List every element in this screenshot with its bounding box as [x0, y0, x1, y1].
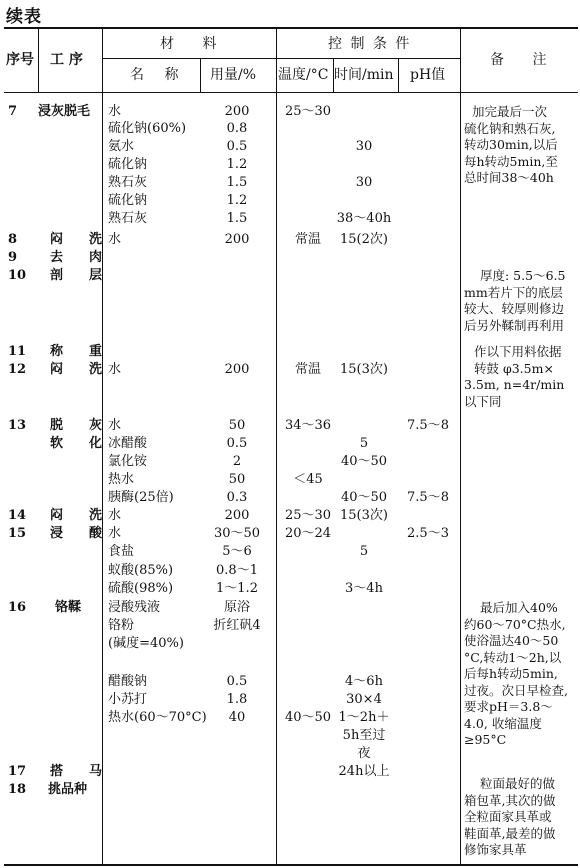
remark-line: 每h转动5min,至 [464, 153, 558, 169]
process-13 [50, 418, 102, 434]
remark-line: 修饰家具革 [464, 842, 527, 857]
col-divider-control [460, 28, 461, 864]
duration: 40～50 [340, 454, 388, 469]
temperature: 常温 [294, 232, 321, 247]
process-10 [50, 268, 102, 284]
temperature: 20～24 [284, 526, 332, 541]
remark-line: 约60～70°C热水, [464, 616, 566, 632]
material-qty: 2 [232, 454, 242, 469]
material-qty: 200 [224, 508, 250, 523]
remark-line: 以下同 [464, 393, 502, 409]
material-qty: 40 [228, 710, 246, 725]
header-remark: 备 注 [490, 52, 559, 68]
material-qty: 0.3 [226, 490, 248, 505]
process-14 [50, 508, 102, 524]
duration: 38～40h [336, 211, 392, 226]
remark-line: 转鼓 φ3.5m× [474, 360, 554, 376]
header-time: 时间/min [334, 67, 394, 83]
process-9 [50, 250, 102, 266]
table-top-rule [4, 27, 578, 29]
process-16: 铬鞣 [55, 600, 82, 615]
seq-7: 7 [8, 104, 18, 119]
process-char: 闷 [50, 508, 64, 523]
remark-line: 全粒面家具革或 [464, 809, 552, 824]
material-qty: 1.2 [226, 193, 248, 208]
remark-line: 后另外鞣制再利用 [464, 317, 565, 333]
remark-line: 4.0, 收缩温度 [464, 715, 542, 731]
material-qty: 原浴 [223, 600, 250, 615]
seq-10: 10 [8, 268, 27, 283]
process-12 [50, 362, 102, 378]
remark-line: 硫化钠和熟石灰, [464, 120, 556, 136]
header-temp: 温度/°C [278, 67, 329, 83]
seq-8: 8 [8, 232, 18, 247]
material-qty: 50 [228, 418, 246, 433]
material-name: 蚁酸(85%) [108, 563, 174, 578]
process-7: 浸灰脱毛 [38, 104, 91, 119]
seq-16: 16 [8, 600, 27, 615]
remark-18 [464, 776, 576, 859]
temperature: 25～30 [284, 104, 332, 119]
material-name: 硫化钠(60%) [108, 121, 187, 136]
duration: 15(3次) [340, 508, 388, 523]
process-char: 酸 [89, 526, 103, 541]
material-name: (碱度=40%) [108, 636, 184, 651]
seq-14: 14 [8, 508, 27, 523]
process-18: 挑品种 [48, 782, 88, 797]
duration: 5 [359, 436, 369, 451]
duration: 30 [355, 175, 373, 190]
material-name: 水 [108, 232, 122, 247]
remark-line: 较大、较厚则修边 [464, 301, 565, 316]
material-name: 热水(60～70°C) [108, 710, 207, 725]
remark-line: 过夜。次日早检查, [464, 682, 568, 698]
seq-18: 18 [8, 782, 27, 797]
duration: 1～2h＋ [338, 710, 390, 725]
material-name: 水 [108, 508, 122, 523]
material-name: 硫化钠 [108, 193, 148, 208]
material-name: 小苏打 [108, 692, 148, 707]
header-name: 名 称 [130, 67, 187, 83]
remark-16 [464, 600, 576, 749]
process-char: 化 [89, 436, 103, 451]
material-qty: 200 [224, 104, 250, 119]
header-process: 工 序 [50, 52, 83, 68]
remark-line: 粒面最好的做 [480, 776, 556, 791]
process-char: 脱 [50, 418, 64, 433]
material-name: 熟石灰 [108, 175, 148, 190]
page-title: 续表 [6, 7, 42, 27]
material-qty: 0.5 [226, 674, 248, 689]
header-materials: 材 料 [160, 36, 229, 52]
header-control: 控 制 条 件 [328, 36, 412, 52]
process-char: 称 [50, 344, 64, 359]
duration: 4～6h [345, 674, 383, 689]
material-name: 硫化钠 [108, 157, 148, 172]
duration: 40～50 [340, 490, 388, 505]
material-name: 硫酸(98%) [108, 581, 174, 596]
process-11 [50, 344, 102, 360]
duration: 5 [359, 544, 369, 559]
process-8 [50, 232, 102, 248]
ph-value: 7.5～8 [407, 490, 449, 505]
seq-12: 12 [8, 362, 27, 377]
remark-line: 后每h转动5min, [464, 666, 558, 681]
seq-9: 9 [8, 250, 18, 265]
process-char: 闷 [50, 362, 64, 377]
header-ph: pH值 [410, 67, 446, 83]
material-name: 食盐 [108, 544, 135, 559]
seq-11: 11 [8, 344, 27, 359]
remark-line: 最后加入40% [480, 600, 558, 615]
duration: 30×4 [346, 692, 382, 707]
process-char: 重 [89, 344, 103, 359]
remark-line: 3.5m, n=4r/min [464, 377, 565, 392]
temperature: 25～30 [284, 508, 332, 523]
remark-line: °C,转动1～2h,以 [464, 649, 562, 665]
temperature: ＜45 [293, 472, 323, 487]
material-name: 热水 [108, 472, 135, 487]
ph-value: 7.5～8 [407, 418, 449, 433]
material-name: 浸酸残液 [108, 600, 161, 615]
remark-line: 使浴温达40～50 [464, 633, 559, 648]
material-qty: 1.8 [226, 692, 248, 707]
remark-line: 箱包革,其次的做 [464, 792, 556, 808]
duration: 夜 [357, 746, 371, 761]
material-qty: 折红矾4 [213, 618, 261, 633]
header-bottom-rule [4, 92, 578, 93]
seq-17: 17 [8, 764, 27, 779]
remark-7 [464, 104, 576, 187]
process-char: 洗 [89, 508, 103, 523]
duration: 3～4h [345, 581, 383, 596]
col-divider-seq [38, 28, 39, 92]
duration: 30 [355, 139, 373, 154]
material-qty: 0.5 [226, 436, 248, 451]
remark-line: 总时间38～40h [464, 170, 554, 185]
process-char: 闷 [50, 232, 64, 247]
remark-line: ≥95°C [464, 732, 507, 747]
process-char: 搭 [50, 764, 64, 779]
material-qty: 0.8 [226, 121, 248, 136]
process-15 [50, 526, 102, 542]
material-name: 水 [108, 418, 122, 433]
duration: 5h至过 [342, 728, 386, 743]
process-char: 马 [89, 764, 103, 779]
material-name: 熟石灰 [108, 211, 148, 226]
temperature: 40～50 [284, 710, 332, 725]
process-char: 剖 [50, 268, 64, 283]
material-qty: 50 [228, 472, 246, 487]
remark-11 [464, 344, 576, 410]
col-divider-time [398, 59, 399, 92]
remark-line: 转动30min,以后 [464, 137, 558, 152]
material-qty: 1～1.2 [216, 581, 258, 596]
material-name: 氯化铵 [108, 454, 148, 469]
material-name: 水 [108, 362, 122, 377]
col-divider-materials [276, 28, 277, 864]
material-name: 铬粉 [108, 618, 135, 633]
material-qty: 1.2 [226, 157, 248, 172]
process-char: 浸 [50, 526, 64, 541]
process-char: 去 [50, 250, 64, 265]
material-qty: 200 [224, 232, 250, 247]
remark-line: 鞋面革,最差的做 [464, 825, 556, 841]
header-seq: 序号 [6, 52, 34, 68]
duration: 24h以上 [338, 764, 390, 779]
material-qty: 200 [224, 362, 250, 377]
material-name: 胰酶(25倍) [108, 490, 174, 505]
seq-13: 13 [8, 418, 27, 433]
material-qty: 30～50 [213, 526, 261, 541]
material-qty: 0.5 [226, 139, 248, 154]
remark-10 [464, 268, 576, 334]
material-name: 水 [108, 104, 122, 119]
remark-line: 加完最后一次 [472, 104, 548, 119]
material-qty: 1.5 [226, 175, 248, 190]
header-divider [102, 58, 460, 59]
table-bottom-rule [4, 864, 578, 866]
material-name: 水 [108, 526, 122, 541]
material-qty: 0.8～1 [216, 563, 258, 578]
process-13-line2 [50, 436, 102, 452]
process-17 [50, 764, 102, 780]
remark-line: 厚度: 5.5～6.5 [480, 268, 566, 283]
col-divider-process [102, 28, 103, 864]
temperature: 34～36 [284, 418, 332, 433]
material-name: 醋酸钠 [108, 674, 148, 689]
duration: 15(3次) [340, 362, 388, 377]
material-qty: 5～6 [222, 544, 252, 559]
process-char: 洗 [89, 362, 103, 377]
material-qty: 1.5 [226, 211, 248, 226]
remark-line: mm若片下的底层 [464, 284, 563, 300]
process-char: 层 [89, 268, 103, 283]
temperature: 常温 [294, 362, 321, 377]
remark-line: 作以下用料依据 [474, 344, 562, 359]
duration: 15(2次) [340, 232, 388, 247]
remark-line: 要求pH＝3.8～ [464, 699, 553, 714]
process-char: 洗 [89, 232, 103, 247]
col-divider-name [200, 59, 201, 92]
material-name: 氨水 [108, 139, 135, 154]
process-char: 肉 [89, 250, 103, 265]
header-qty: 用量/% [210, 67, 257, 83]
seq-15: 15 [8, 526, 27, 541]
material-name: 冰醋酸 [108, 436, 148, 451]
process-char: 软 [50, 436, 64, 451]
process-char: 灰 [89, 418, 103, 433]
ph-value: 2.5～3 [407, 526, 449, 541]
